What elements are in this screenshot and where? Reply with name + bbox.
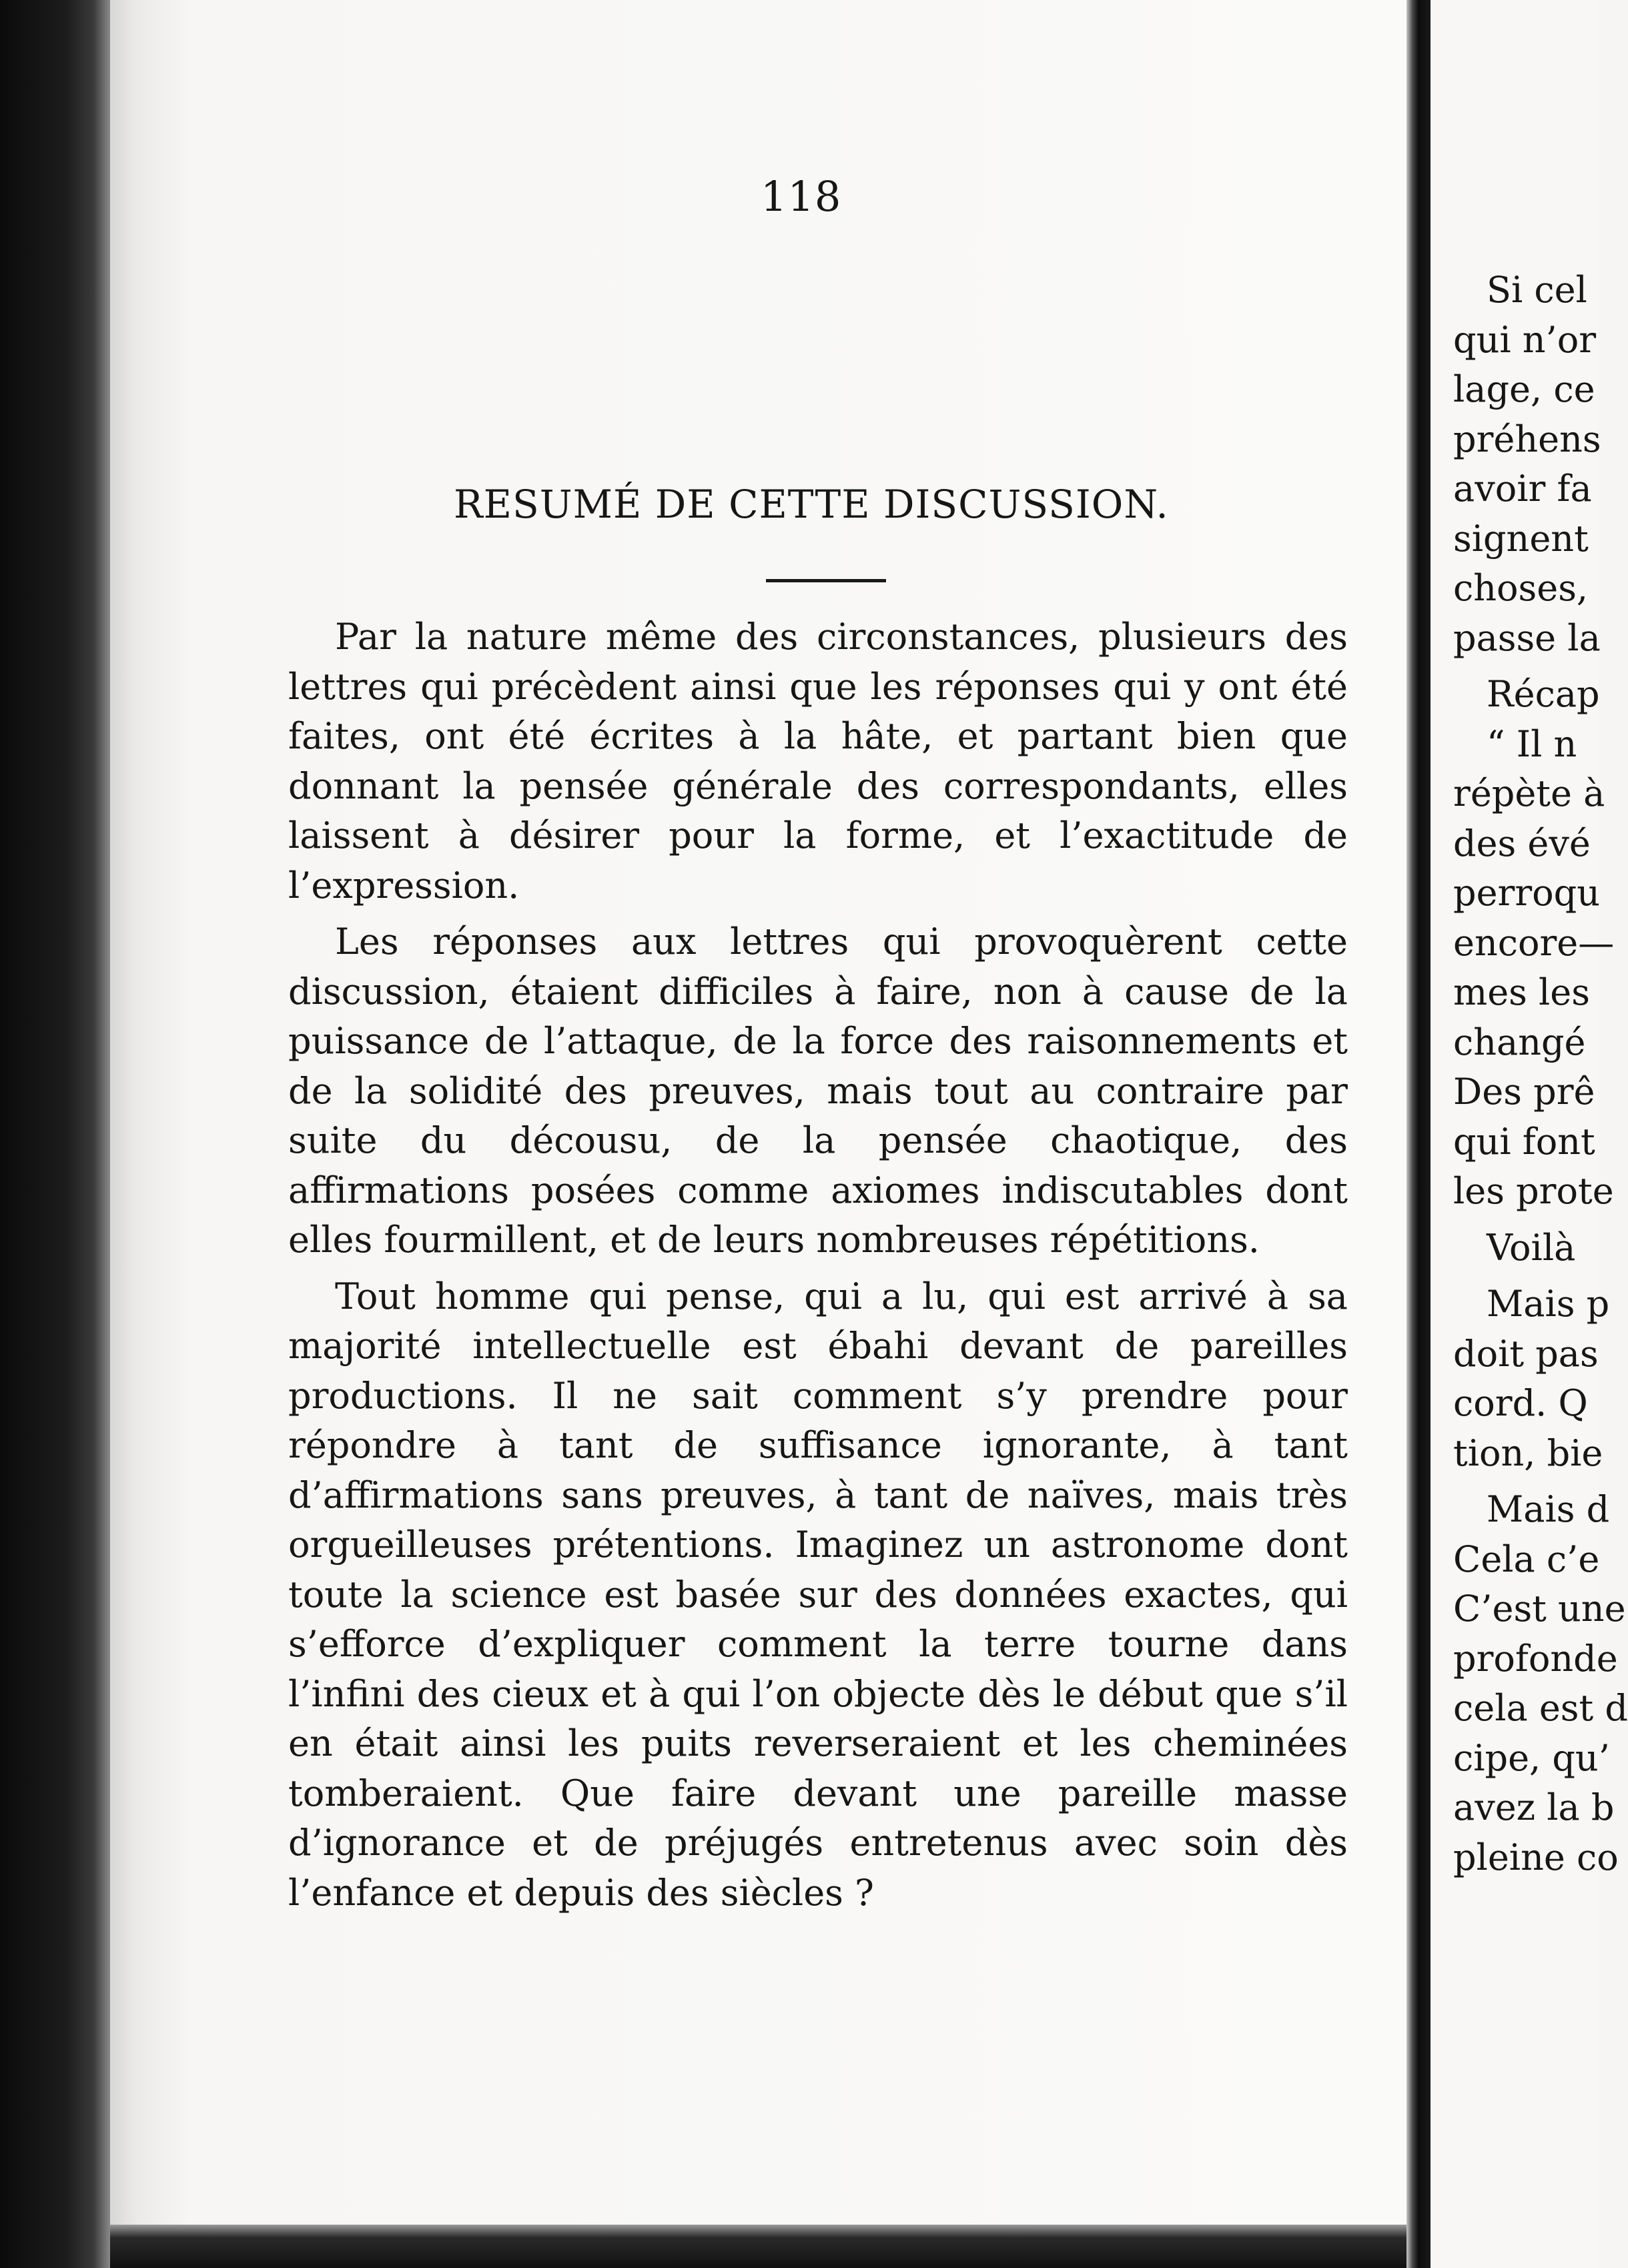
right-page-text: [1453, 265, 1628, 1882]
paragraph: Les réponses aux lettres qui provoquèrent cette discussion, étaient difficiles à faire, non à cause de la puissance de l’attaque, de la force des raisonnements et de la solidité des preuves, mais tout au contraire par suite du décousu, de la pensée chaotique, des affirmations posées comme axiomes indiscutables dont elles fourmillent, et de leurs nombreuses répétitions.: [288, 921, 1348, 1261]
right-line: qui font: [1453, 1120, 1595, 1163]
right-line: pleine co: [1453, 1836, 1619, 1878]
right-line: qui n’or: [1453, 318, 1597, 361]
right-line: choses,: [1453, 567, 1589, 609]
right-line: Si cel: [1487, 269, 1587, 311]
right-line: cela est d: [1453, 1687, 1628, 1729]
right-line: Voilà: [1487, 1226, 1576, 1269]
right-line: Mais d: [1487, 1488, 1610, 1530]
book-gutter: [1406, 0, 1431, 2268]
right-line: passe la: [1453, 616, 1601, 659]
right-page-fragment: [1431, 0, 1628, 2268]
right-line: cord. Q: [1453, 1382, 1588, 1424]
right-line: répète à: [1453, 772, 1605, 814]
right-line: doit pas: [1453, 1332, 1599, 1375]
right-line: Cela c’e: [1453, 1538, 1600, 1580]
right-line: des évé: [1453, 822, 1591, 865]
title-rule: [766, 579, 886, 582]
body-text: [288, 612, 1348, 1924]
right-line: avoir fa: [1453, 468, 1592, 510]
right-line: C’est une: [1453, 1588, 1626, 1630]
chapter-title: RESUMÉ DE CETTE DISCUSSION.: [454, 482, 1169, 527]
page-number: 118: [761, 172, 842, 221]
right-line: préhens: [1453, 418, 1601, 460]
right-line: “ Il n: [1487, 722, 1577, 765]
right-line: les prote: [1453, 1170, 1614, 1212]
right-line: Récap: [1487, 673, 1600, 715]
paragraph: Tout homme qui pense, qui a lu, qui est arrivé à sa majorité intellectuelle est ébahi devant de pareilles productions. Il ne sait comment s’y prendre pour répondre à tant de suffisance ignorante, à tant d’affirmations sans preuves, à tant de naïves, mais très orgueilleuses prétentions. Imaginez un astronome dont toute la science est basée sur des données exactes, qui s’efforce d’expliquer comment la terre tourne dans l’infini des cieux et à qui l’on objecte dès le début que s’il en était ainsi les puits reverseraient et les cheminées tomberaient. Que faire devant une pareille masse d’ignorance et de préjugés entretenus avec soin dès l’enfance et depuis des siècles ?: [288, 1275, 1348, 1914]
right-line: mes les: [1453, 971, 1590, 1013]
right-line: avez la b: [1453, 1786, 1615, 1828]
right-line: Mais p: [1487, 1283, 1610, 1325]
paragraph: Par la nature même des circonstances, plusieurs des lettres qui précèdent ainsi que les réponses qui y ont été faites, ont été écrites à la hâte, et partant bien que donnant la pensée générale des correspondants, elles laissent à désirer pour la forme, et l’exactitude de l’expression.: [288, 616, 1348, 907]
right-line: perroqu: [1453, 872, 1601, 914]
right-line: changé: [1453, 1021, 1586, 1063]
page-bottom-edge: [110, 2225, 1414, 2268]
right-line: lage, ce: [1453, 368, 1595, 410]
right-line: encore—: [1453, 921, 1615, 964]
right-line: tion, bie: [1453, 1432, 1603, 1474]
right-line: cipe, qu’: [1453, 1736, 1610, 1779]
book-binding-left: [0, 0, 110, 2268]
right-line: Des prê: [1453, 1071, 1595, 1113]
right-line: signent: [1453, 517, 1589, 560]
right-line: profonde: [1453, 1637, 1618, 1680]
